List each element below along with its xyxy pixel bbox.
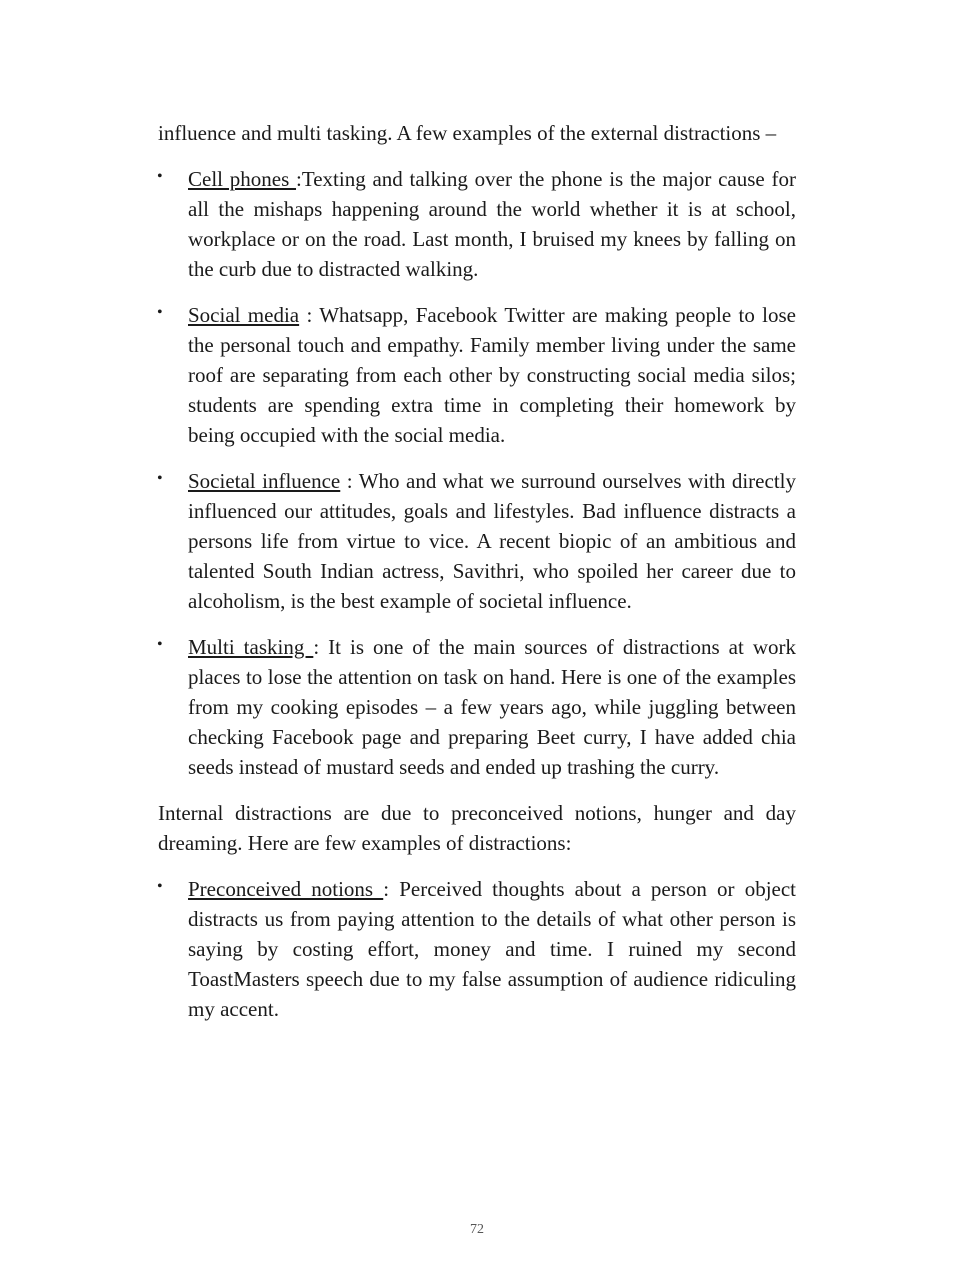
list-item-preconceived-notions: [158, 874, 796, 1024]
description-preconceived-notions: : Perceived thoughts about a person or object distracts us from paying attention to the details of what other person is saying by costing effort, money and time. I ruined my second ToastMasters speech due to my false assumption of audience ridiculing my accent.: [188, 877, 797, 1021]
page-number: 72: [470, 1222, 484, 1237]
bullet-icon: •: [157, 636, 163, 653]
list-item-multi-tasking: [158, 632, 796, 782]
list-item-cell-phones: [158, 164, 796, 284]
bullet-icon: •: [157, 470, 163, 487]
internal-distractions-list: [158, 874, 796, 1024]
list-item-societal-influence: [158, 466, 796, 616]
description-cell-phones: :Texting and talking over the phone is the major cause for all the mishaps happening around the world whether it is at school, workplace or on the road. Last month, I bruised my knees by falling on the curb due to distracted walking.: [188, 167, 796, 281]
term-social-media: Social media: [188, 303, 300, 327]
description-multi-tasking: : It is one of the main sources of distractions at work places to lose the attention on task on hand. Here is one of the examples from my cooking episodes – a few years ago, while juggling between checking Facebook page and preparing Beet curry, I have added chia seeds instead of mustard seeds and ended up trashing the curry.: [188, 635, 796, 779]
page-body: [158, 118, 796, 1040]
list-item-social-media: [158, 300, 796, 450]
term-multi-tasking: Multi tasking: [188, 635, 314, 659]
term-cell-phones: Cell phones: [188, 167, 297, 191]
bullet-icon: •: [157, 878, 163, 895]
description-social-media: : Whatsapp, Facebook Twitter are making people to lose the personal touch and empathy. Family member living under the same roof are separating from each other by constructing social media silos; students are spending extra time in completing their homework by being occupied with the social media.: [188, 303, 796, 447]
term-societal-influence: Societal influence: [188, 469, 341, 493]
external-distractions-list: [158, 164, 796, 782]
bullet-icon: •: [157, 304, 163, 321]
bullet-icon: •: [157, 168, 163, 185]
term-preconceived-notions: Preconceived notions: [188, 877, 384, 901]
internal-distractions-paragraph: Internal distractions are due to preconceived notions, hunger and day dreaming. Here are few examples of distractions:: [158, 801, 796, 855]
description-societal-influence: : Who and what we surround ourselves with directly influenced our attitudes, goals and lifestyles. Bad influence distracts a persons life from virtue to vice. A recent biopic of an ambitious and talented South Indian actress, Savithri, who spoiled her career due to alcoholism, is the best example of societal influence.: [188, 469, 796, 613]
intro-paragraph: influence and multi tasking. A few examples of the external distractions –: [158, 121, 777, 145]
